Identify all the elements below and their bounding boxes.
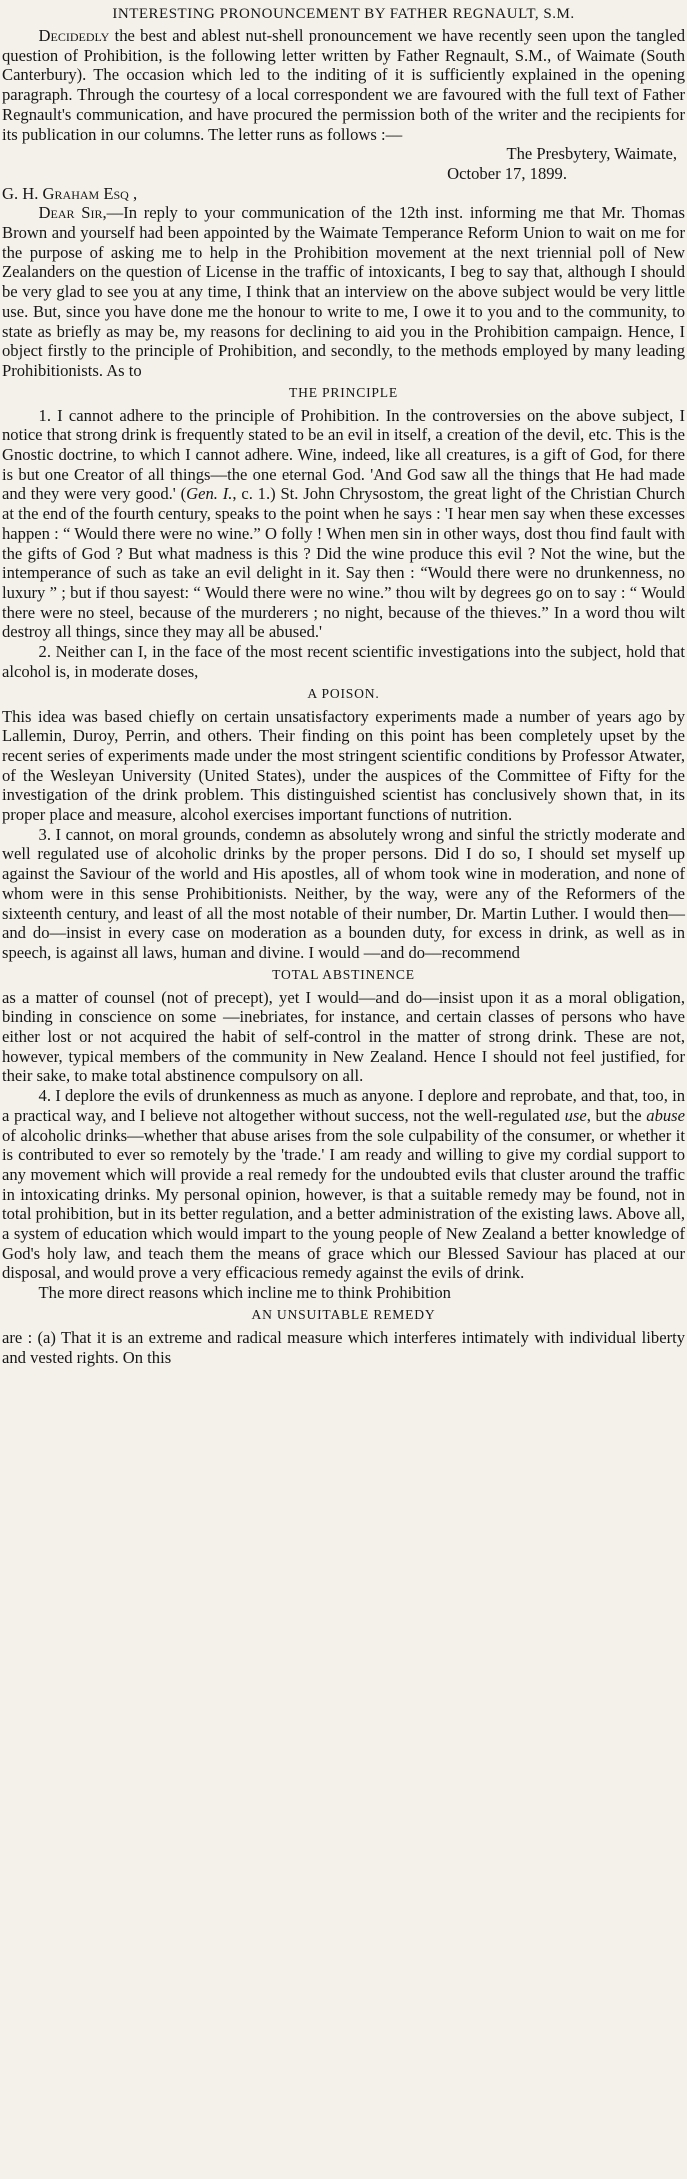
paragraph-1-text-b: , c. 1.) St. John Chrysostom, the great light of the Christian Church at the end of the fourth century, speaks to the point when he says : 'I hear men say when these excesses happen : “ Would there were no wine.” O folly ! When men sin in other ways, dost thou find fault with the gifts of God ? But what madness is this ? Did the wine produce this evil ? Not the wine, but the intemperance of such as take an evil delight in it. Say then : “Would there were no drunkenness, no luxury ” ; but if thou sayest: “ Would there were no wine.” thou wilt by degrees go on to say : “ Would there were no steel, because of the murderers ; no night, because of the thieves.” In a word thou wilt destroy all things, since they may all be abused.' [2, 484, 685, 642]
paragraph-4-text-a: 4. I deplore the evils of drunkenness as much as anyone. I deplore and reprobate, and that, too, in a practical way, and I believe not altogether without success, not the well-regulated [2, 1086, 685, 1125]
reasons-line: The more direct reasons which incline me to think Prohibition [38, 1283, 451, 1303]
letter-opening-text: —In reply to your communication of the 12th inst. informing me that Mr. Thomas Brown and yourself had been appointed by the Waimate Temperance Reform Union to wait on me for the purpose of asking me to help in the Prohibition movement at the next triennial poll of New Zealanders on the question of License in the traffic of intoxicants, I beg to say that, although I should be very glad to see you at any time, I think that an interview on the above subject would be very little use. But, since you have done me the honour to write to me, I owe it to you and to the community, to state as briefly as may be, my reasons for declining to aid you in the Prohibition campaign. Hence, I object firstly to the principle of Prohibition, and secondly, to the methods employed by many leading Prohibitionists. As to [2, 203, 685, 380]
word-abuse: abuse [646, 1105, 685, 1125]
poison-paragraph: This idea was based chiefly on certain unsatisfactory experiments made a number of years ago by Lallemin, Duroy, Perrin, and others. Their finding on this point has been completely upset by the recent series of experiments made under the most stringent scientific conditions by Professor Atwater, of the Wesleyan University (United States), under the auspices of the Committee of Fifty for the investigation of the drink problem. This distinguished scientist has conclusively shown that, in its proper place and measure, alcohol exercises important functions of nutrition. [2, 706, 685, 825]
paragraph-4-text-b: , but the [586, 1105, 647, 1125]
final-paragraph: are : (a) That it is an extreme and radical measure which interferes intimately with individual liberty and vested rights. On this [2, 1327, 685, 1367]
intro-text: the best and ablest nut-shell pronouncement we have recently seen upon the tangled question of Prohibition, is the following letter written by Father Regnault, S.M., of Waimate (South Canterbury). The occasion which led to the inditing of it is sufficiently explained in the opening paragraph. Through the courtesy of a local correspondent we are favoured with the full text of Father Regnault's communication, and have procured the permission both of the writer and the recipients for its publication in our columns. The letter runs as follows :— [2, 26, 685, 144]
letter-addressee: G. H. Graham Esq , [2, 183, 138, 203]
letter-address: The Presbytery, Waimate, [506, 144, 677, 164]
section-heading-principle: THE PRINCIPLE [289, 384, 398, 400]
paragraph-1-text-a: 1. I cannot adhere to the principle of Prohibition. In the controversies on the above subject, I notice that strong drink is frequently stated to be an evil in itself, a creation of the devil, etc. This is the Gnostic doctrine, to which I cannot adhere. Wine, indeed, like all creatures, is a gift of God, for there is but one Creator of all things—the one eternal God. 'And God saw all the things that He had made and they were very good.' ( [2, 405, 685, 504]
section-heading-total-abstinence: TOTAL ABSTINENCE [272, 966, 415, 982]
intro-lead-word: Decidedly [38, 26, 110, 45]
paragraph-4-text-c: of alcoholic drinks—whether that abuse arises from the sole culpability of the consumer, or whether it is contributed to ever so remotely by the 'trade.' I am ready and willing to give my cordial support to any movement which will provide a real remedy for the undoubted evils that cluster around the traffic in intoxicating drinks. My personal opinion, however, is that a suitable remedy may be found, not in total prohibition, but in its better regulation, and a better administration of the existing laws. Above all, a system of education which would impart to the young people of New Zealand a better knowledge of God's holy law, and teach them the means of grace which our Blessed Saviour has placed at our disposal, and would prove a very efficacious remedy against the evils of drink. [2, 1125, 685, 1283]
abstinence-paragraph: as a matter of counsel (not of precept), yet I would—and do—insist upon it as a moral obligation, binding in conscience on some —inebriates, for instance, and certain classes of persons who have either lost or not acquired the habit of self-control in the matter of strong drink. These are not, however, typical members of the community in New Zealand. Hence I should not feel justified, for their sake, to make total abstinence compulsory on all. [2, 987, 685, 1086]
section-heading-unsuitable-remedy: AN UNSUITABLE REMEDY [251, 1306, 436, 1322]
paragraph-1 [2, 406, 685, 642]
article-title: INTERESTING PRONOUNCEMENT BY FATHER REGNAULT, S.M. [112, 6, 575, 22]
section-heading-poison: A POISON. [307, 685, 380, 701]
citation-genesis: Gen. I. [186, 484, 233, 504]
word-use: use [564, 1105, 587, 1125]
paragraph-4 [2, 1086, 685, 1283]
letter-opening-paragraph [2, 203, 685, 380]
paragraph-3: 3. I cannot, on moral grounds, condemn as absolutely wrong and sinful the strictly moderate and well regulated use of alcoholic drinks by the proper persons. Did I do so, I should set myself up against the Saviour of the world and His apostles, all of whom took wine in moderation, and none of whom were in this sense Prohibitionists. Neither, by the way, were any of the Reformers of the sixteenth century, and least of all the most notable of their number, Dr. Martin Luther. I would then—and do—insist in every case on moderation as a bounden duty, for excess in drink, as well as in speech, is against all laws, human and divine. I would —and do—recommend [2, 824, 685, 962]
paragraph-2: 2. Neither can I, in the face of the most recent scientific investigations into the subject, hold that alcohol is, in moderate doses, [2, 642, 685, 681]
letter-salutation: Dear Sir, [38, 203, 107, 223]
intro-paragraph [2, 26, 685, 144]
letter-date: October 17, 1899. [447, 163, 567, 183]
